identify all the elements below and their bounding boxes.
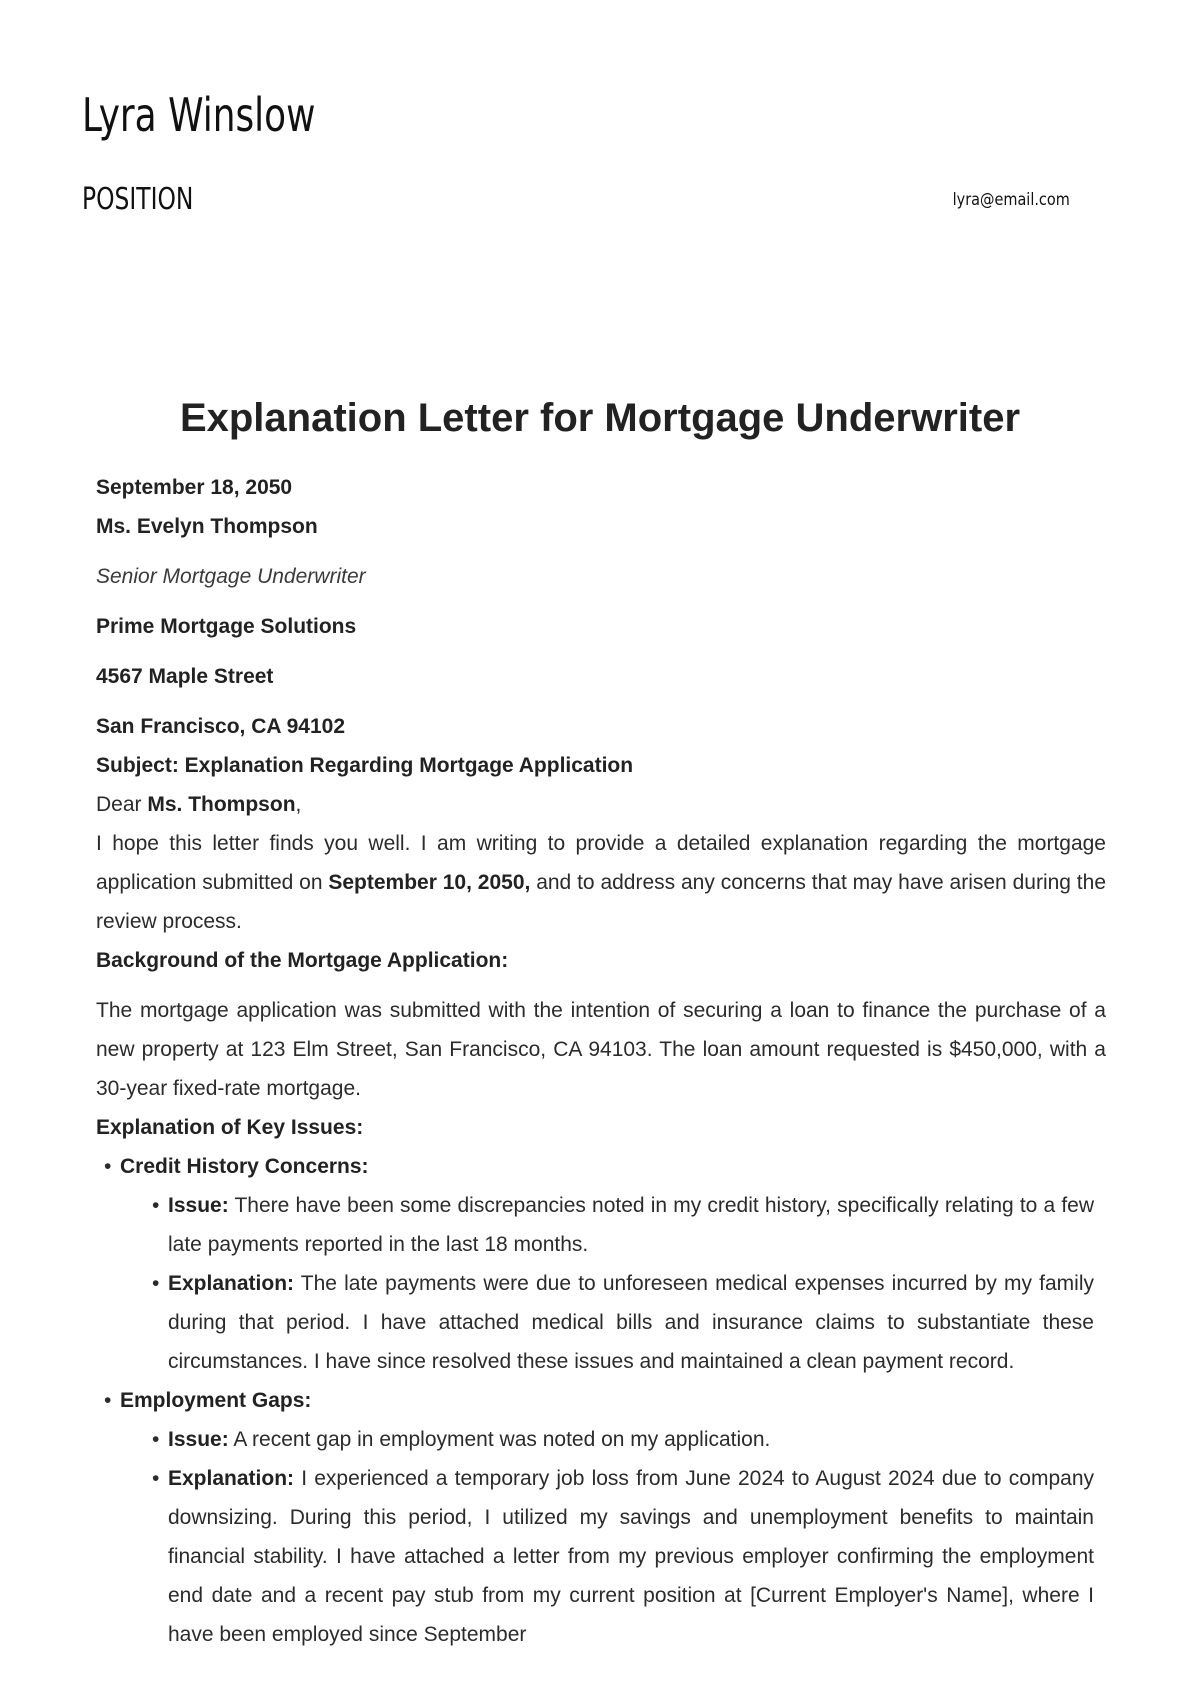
letter-date: September 18, 2050 bbox=[96, 476, 293, 499]
issue-details bbox=[144, 1186, 1094, 1381]
letter-title: Explanation Letter for Mortgage Underwriter bbox=[179, 396, 1021, 440]
sender-name: Lyra Winslow bbox=[82, 88, 316, 142]
salutation-name: Ms. Thompson bbox=[147, 793, 296, 816]
item-label: Issue: bbox=[168, 1194, 229, 1217]
item-text: I experienced a temporary job loss from June 2024 to August 2024 due to company downsizing. During this period, I utilized my savings and unemployment benefits to maintain financial stability. I have attached a letter from my previous employer confirming the employment end date and a recent pay stub from my current position at [Current Employer's Name], where I have been employed since September bbox=[168, 1467, 1094, 1646]
list-item bbox=[144, 1420, 1094, 1459]
item-label: Issue: bbox=[168, 1428, 229, 1451]
recipient-city: San Francisco, CA 94102 bbox=[96, 715, 346, 738]
item-label: Explanation: bbox=[168, 1467, 295, 1490]
item-text: The late payments were due to unforeseen medical expenses incurred by my family during that period. I have attached medical bills and insurance claims to substantiate these circumstances. I have since resolved these issues and maintained a clean payment record. bbox=[168, 1272, 1094, 1373]
salutation bbox=[96, 785, 1106, 824]
list-item bbox=[144, 1264, 1094, 1381]
recipient-company: Prime Mortgage Solutions bbox=[96, 615, 357, 638]
salutation-prefix: Dear bbox=[96, 793, 148, 816]
letter-subject: Subject: Explanation Regarding Mortgage Application bbox=[96, 754, 634, 777]
item-text: There have been some discrepancies noted in my credit history, specifically relating to a few late payments reported in the last 18 months. bbox=[168, 1194, 1094, 1256]
issue-title: Employment Gaps: bbox=[120, 1389, 312, 1412]
letter-body bbox=[96, 468, 1106, 1654]
intro-date: September 10, 2050, bbox=[328, 871, 531, 894]
background-heading: Background of the Mortgage Application: bbox=[96, 949, 509, 972]
recipient-title: Senior Mortgage Underwriter bbox=[96, 565, 366, 588]
item-text: A recent gap in employment was noted on my application. bbox=[228, 1428, 771, 1451]
issue-credit bbox=[96, 1147, 1106, 1381]
list-item bbox=[144, 1186, 1094, 1264]
list-item bbox=[144, 1459, 1094, 1654]
intro-paragraph bbox=[96, 824, 1106, 941]
issue-employment bbox=[96, 1381, 1106, 1654]
background-paragraph: The mortgage application was submitted with the intention of securing a loan to finance the purchase of a new property at 123 Elm Street, San Francisco, CA 94103. The loan amount requested is $450,000, with a 30-year fixed-rate mortgage. bbox=[96, 999, 1106, 1100]
intro-text-2: and to address any concerns that may have arisen during the review process. bbox=[96, 871, 1107, 933]
issues-heading: Explanation of Key Issues: bbox=[96, 1116, 364, 1139]
recipient-name: Ms. Evelyn Thompson bbox=[96, 515, 318, 538]
issue-details bbox=[144, 1420, 1094, 1654]
recipient-street: 4567 Maple Street bbox=[96, 665, 274, 688]
item-label: Explanation: bbox=[168, 1272, 295, 1295]
salutation-suffix: , bbox=[295, 793, 302, 816]
issues-list bbox=[96, 1147, 1106, 1654]
sender-email: lyra@email.com bbox=[952, 190, 1070, 210]
sender-position: POSITION bbox=[82, 182, 194, 217]
issue-title: Credit History Concerns: bbox=[120, 1155, 369, 1178]
intro-text-1: I hope this letter finds you well. I am writing to provide a detailed explanation regarding the mortgage application submitted on bbox=[96, 832, 1106, 894]
